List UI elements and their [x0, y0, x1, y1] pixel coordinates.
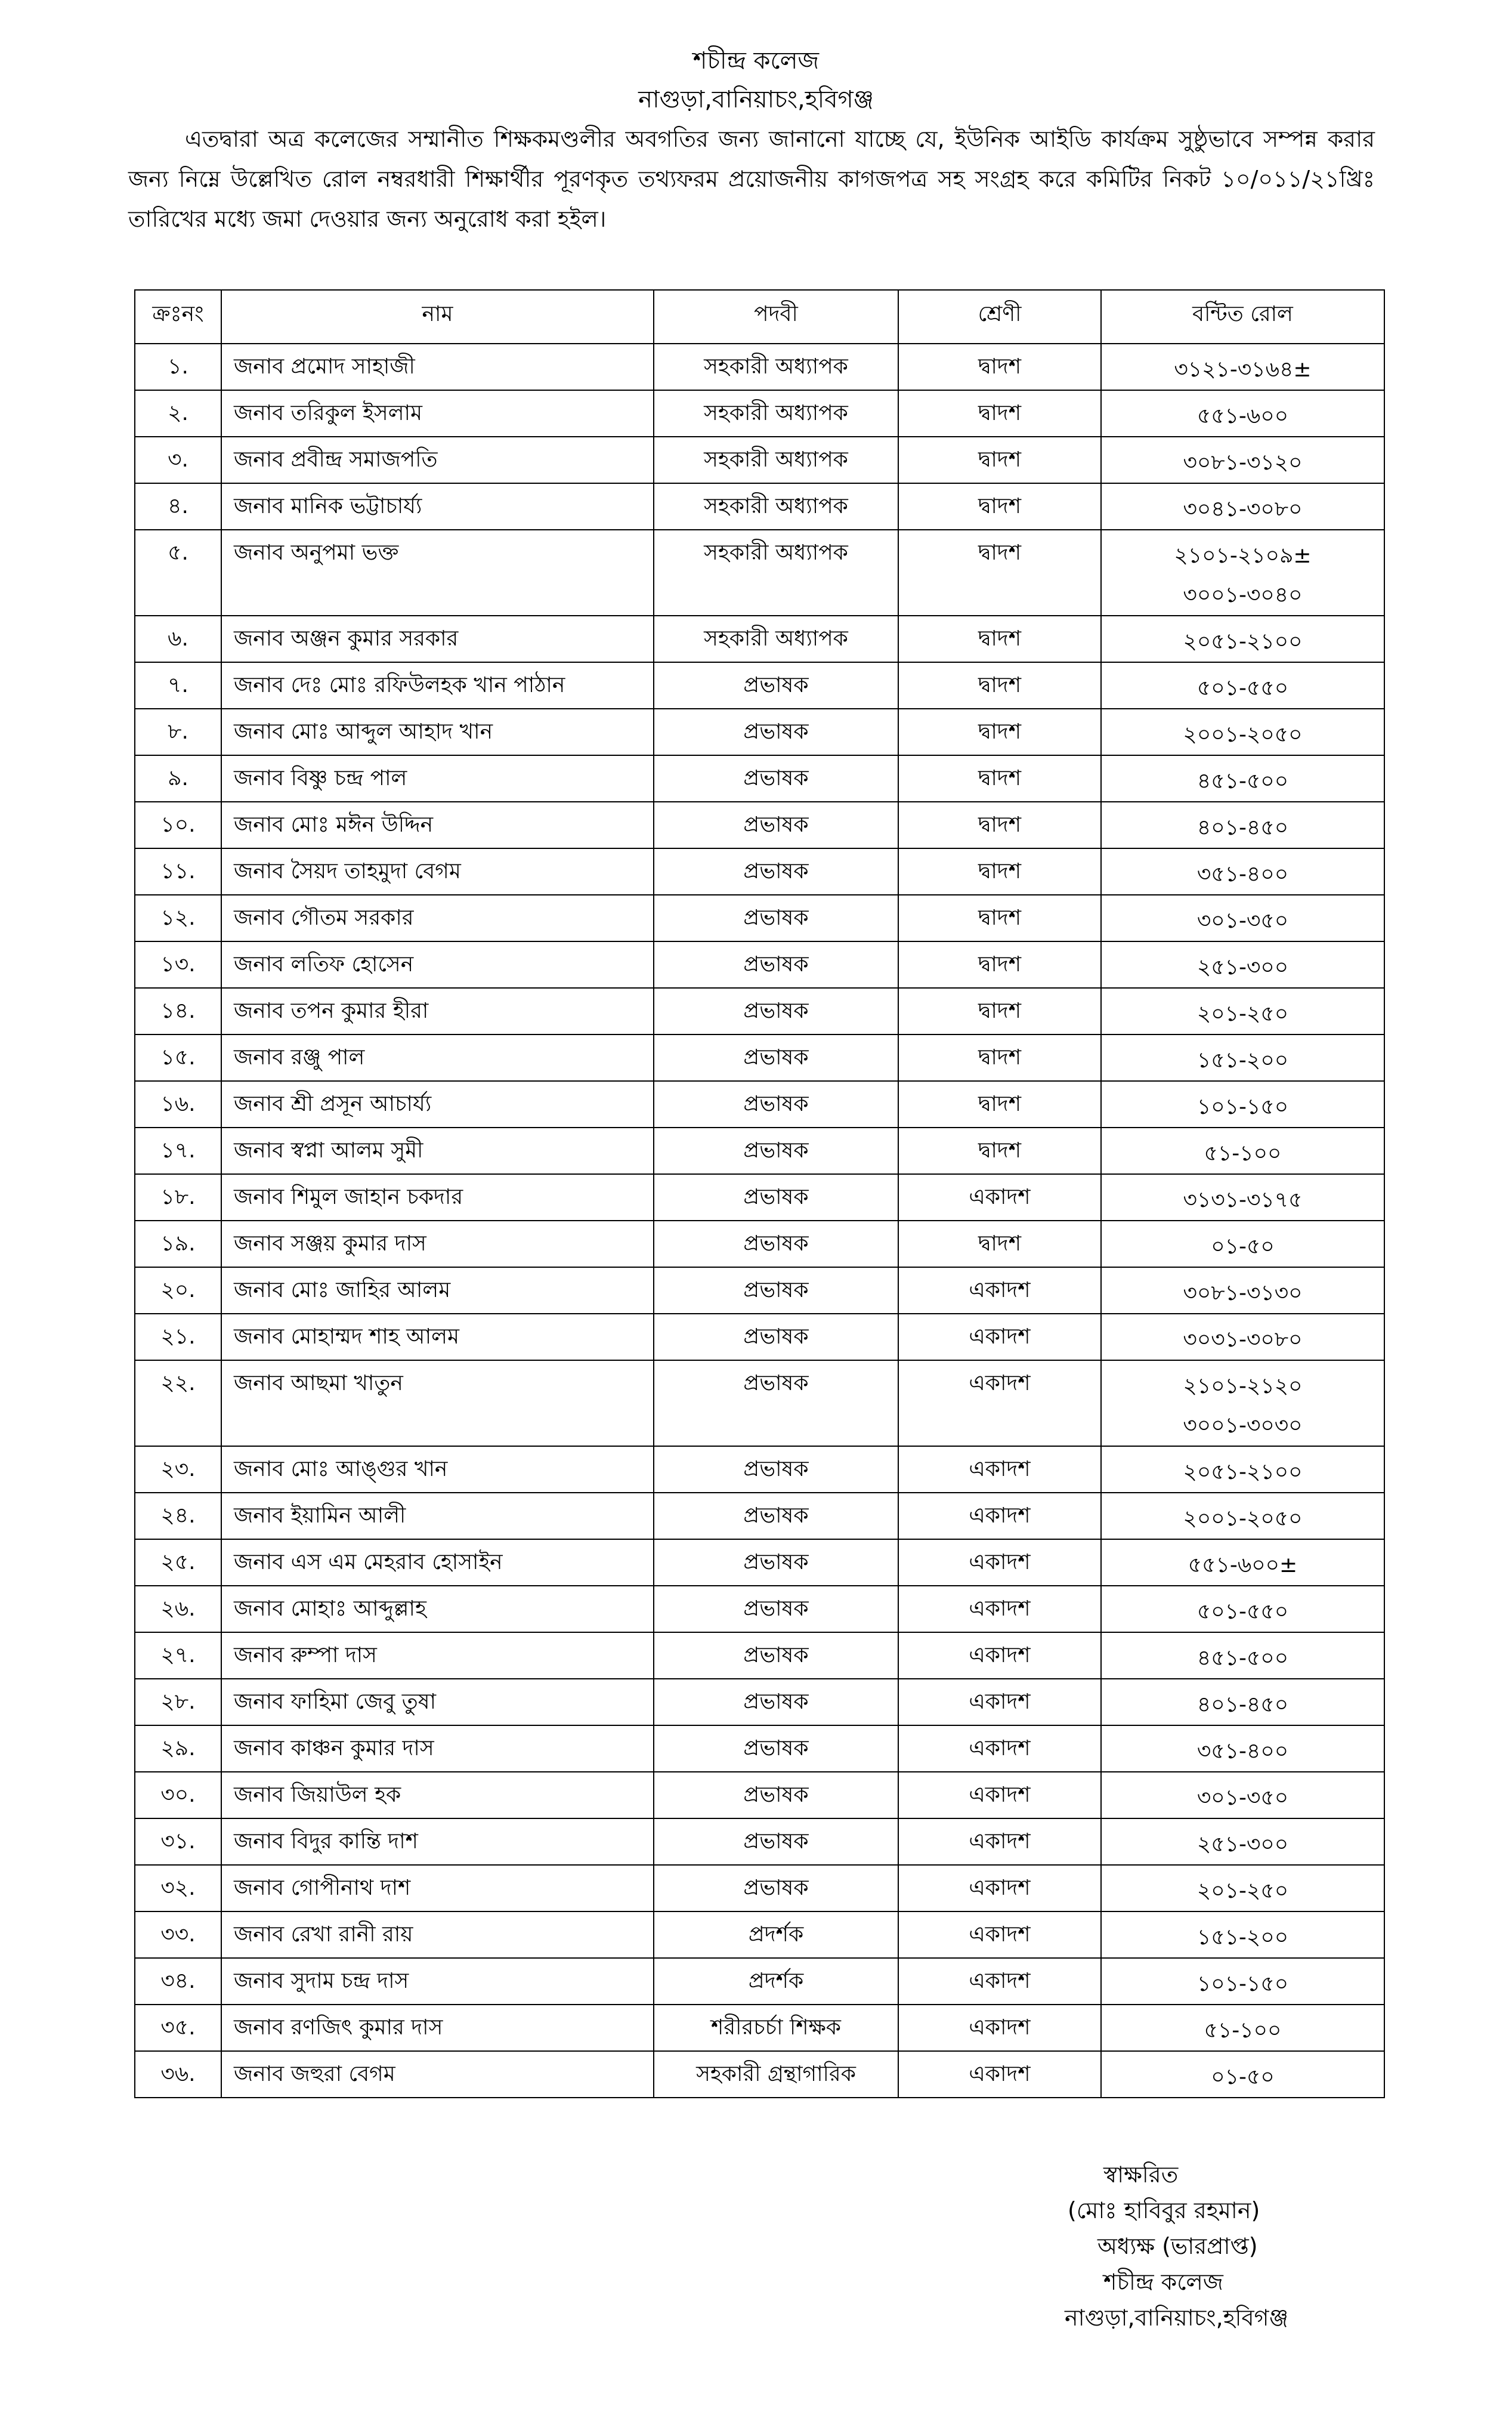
cell-roll: [1101, 1772, 1384, 1818]
cell-serial: ৩১.: [135, 1818, 221, 1865]
cell-serial: ১৬.: [135, 1081, 221, 1128]
cell-serial: ২৩.: [135, 1446, 221, 1493]
table-row: [135, 344, 1384, 390]
cell-designation: সহকারী অধ্যাপক: [654, 616, 898, 662]
roll-range: ২০১-২৫০: [1196, 1002, 1289, 1026]
cell-class: দ্বাদশ: [898, 895, 1101, 941]
cell-serial: ২০.: [135, 1267, 221, 1314]
table-row: [135, 1221, 1384, 1267]
cell-class: একাদশ: [898, 1632, 1101, 1679]
cell-name: জনাব লতিফ হোসেন: [221, 941, 654, 988]
roll-range: ৫১-১০০: [1204, 2018, 1282, 2043]
roll-range: ১৫১-২০০: [1196, 1925, 1289, 1950]
cell-serial: ১৮.: [135, 1174, 221, 1221]
cell-designation: সহকারী অধ্যাপক: [654, 437, 898, 483]
header-designation: পদবী: [654, 290, 898, 344]
cell-serial: ৩৩.: [135, 1911, 221, 1958]
cell-class: দ্বাদশ: [898, 848, 1101, 895]
cell-serial: ২২.: [135, 1360, 221, 1446]
table-row: [135, 2051, 1384, 2098]
cell-roll: [1101, 988, 1384, 1034]
cell-name: জনাব মোহাঃ আব্দুল্লাহ: [221, 1586, 654, 1632]
table-body: [135, 344, 1384, 2098]
roll-range: ২৫১-৩০০: [1196, 1832, 1289, 1857]
cell-class: একাদশ: [898, 1314, 1101, 1360]
header-serial: ক্রঃনং: [135, 290, 221, 344]
table-row: [135, 1034, 1384, 1081]
cell-designation: প্রভাষক: [654, 1865, 898, 1911]
cell-serial: ২৭.: [135, 1632, 221, 1679]
cell-class: দ্বাদশ: [898, 344, 1101, 390]
cell-name: জনাব বিষ্ণু চন্দ্র পাল: [221, 755, 654, 802]
cell-designation: প্রভাষক: [654, 709, 898, 755]
cell-serial: ৯.: [135, 755, 221, 802]
table-row: [135, 848, 1384, 895]
cell-class: একাদশ: [898, 1958, 1101, 2005]
table-row: [135, 1725, 1384, 1772]
cell-class: একাদশ: [898, 1174, 1101, 1221]
roll-range: ৩০৮১-৩১৩০: [1183, 1281, 1303, 1305]
cell-designation: প্রভাষক: [654, 848, 898, 895]
table-row: [135, 530, 1384, 616]
cell-designation: প্রদর্শক: [654, 1958, 898, 2005]
cell-serial: ৩২.: [135, 1865, 221, 1911]
cell-designation: সহকারী অধ্যাপক: [654, 390, 898, 437]
cell-name: জনাব শ্রী প্রসূন আচার্য্য: [221, 1081, 654, 1128]
cell-serial: ১৫.: [135, 1034, 221, 1081]
header-class: শ্রেণী: [898, 290, 1101, 344]
cell-designation: প্রভাষক: [654, 1632, 898, 1679]
signature-college: শচীন্দ্র কলেজ: [1103, 2269, 1223, 2295]
cell-serial: ৩৬.: [135, 2051, 221, 2098]
cell-roll: [1101, 1818, 1384, 1865]
cell-serial: ৬.: [135, 616, 221, 662]
cell-class: দ্বাদশ: [898, 662, 1101, 709]
table-row: [135, 709, 1384, 755]
cell-roll: [1101, 1539, 1384, 1586]
cell-designation: প্রভাষক: [654, 1446, 898, 1493]
cell-serial: ১.: [135, 344, 221, 390]
cell-designation: প্রভাষক: [654, 1267, 898, 1314]
cell-serial: ৩.: [135, 437, 221, 483]
cell-roll: [1101, 709, 1384, 755]
cell-name: জনাব জহুরা বেগম: [221, 2051, 654, 2098]
cell-roll: [1101, 755, 1384, 802]
cell-designation: প্রভাষক: [654, 1314, 898, 1360]
roll-range: ১০১-১৫০: [1196, 1972, 1289, 1996]
cell-serial: ১৭.: [135, 1128, 221, 1174]
cell-roll: [1101, 1911, 1384, 1958]
cell-designation: প্রভাষক: [654, 1725, 898, 1772]
cell-class: দ্বাদশ: [898, 802, 1101, 848]
table-row: [135, 988, 1384, 1034]
cell-class: একাদশ: [898, 1911, 1101, 1958]
cell-roll: [1101, 941, 1384, 988]
cell-class: দ্বাদশ: [898, 709, 1101, 755]
cell-roll: [1101, 390, 1384, 437]
cell-class: একাদশ: [898, 1679, 1101, 1725]
cell-roll: [1101, 802, 1384, 848]
cell-roll: [1101, 662, 1384, 709]
cell-roll: [1101, 1446, 1384, 1493]
cell-class: একাদশ: [898, 1586, 1101, 1632]
cell-designation: প্রভাষক: [654, 1679, 898, 1725]
roll-range: ২৫১-৩০০: [1196, 955, 1289, 980]
cell-serial: ১৯.: [135, 1221, 221, 1267]
cell-name: জনাব সৈয়দ তাহমুদা বেগম: [221, 848, 654, 895]
cell-designation: প্রভাষক: [654, 895, 898, 941]
cell-roll: [1101, 1493, 1384, 1539]
table-row: [135, 1865, 1384, 1911]
cell-class: দ্বাদশ: [898, 530, 1101, 616]
table-row: [135, 1539, 1384, 1586]
cell-designation: সহকারী অধ্যাপক: [654, 483, 898, 530]
cell-roll: [1101, 1267, 1384, 1314]
cell-designation: সহকারী গ্রন্থাগারিক: [654, 2051, 898, 2098]
cell-serial: ২৯.: [135, 1725, 221, 1772]
cell-name: জনাব সুদাম চন্দ্র দাস: [221, 1958, 654, 2005]
cell-serial: ৩৫.: [135, 2005, 221, 2051]
cell-name: জনাব আছমা খাতুন: [221, 1360, 654, 1446]
cell-serial: ২৫.: [135, 1539, 221, 1586]
notice-paragraph: এতদ্বারা অত্র কলেজের সম্মানীত শিক্ষকমণ্ডলীর অবগতির জন্য জানানো যাচ্ছে যে, ইউনিক আইডি কার্যক্রম সুষ্ঠুভাবে সম্পন্ন করার জন্য নিম্নে উল্লেখিত রোল নম্বরধারী শিক্ষার্থীর পূরণকৃত তথ্যফরম প্রয়োজনীয় কাগজপত্র সহ সংগ্রহ করে কমিটির নিকট ১০/০১১/২১খ্রিঃ তারিখের মধ্যে জমা দেওয়ার জন্য অনুরোধ করা হইল।: [128, 126, 1375, 232]
table-row: [135, 1267, 1384, 1314]
cell-roll: [1101, 2005, 1384, 2051]
table-row: [135, 755, 1384, 802]
cell-name: জনাব গৌতম সরকার: [221, 895, 654, 941]
signatory-name: (মোঃ হাবিবুর রহমান): [1068, 2197, 1260, 2223]
cell-designation: প্রভাষক: [654, 1081, 898, 1128]
table-row: [135, 2005, 1384, 2051]
cell-name: জনাব প্রবীন্দ্র সমাজপতি: [221, 437, 654, 483]
table-row: [135, 390, 1384, 437]
cell-class: একাদশ: [898, 1267, 1101, 1314]
cell-name: জনাব এস এম মেহরাব হোসাইন: [221, 1539, 654, 1586]
cell-designation: প্রভাষক: [654, 1034, 898, 1081]
cell-name: জনাব গোপীনাথ দাশ: [221, 1865, 654, 1911]
cell-serial: ২৮.: [135, 1679, 221, 1725]
table-row: [135, 1493, 1384, 1539]
table-row: [135, 1679, 1384, 1725]
table-row: [135, 1081, 1384, 1128]
cell-roll: [1101, 1865, 1384, 1911]
table-row: [135, 1174, 1384, 1221]
cell-designation: প্রভাষক: [654, 1818, 898, 1865]
table-row: [135, 1446, 1384, 1493]
cell-name: জনাব রেখা রানী রায়: [221, 1911, 654, 1958]
header-name: নাম: [221, 290, 654, 344]
roll-range: ৪০১-৪৫০: [1196, 1693, 1289, 1717]
roll-range: ৪৫১-৫০০: [1196, 769, 1289, 793]
cell-name: জনাব স্বপ্না আলম সুমী: [221, 1128, 654, 1174]
roll-range: ২০৫১-২১০০: [1183, 1460, 1303, 1484]
cell-class: দ্বাদশ: [898, 390, 1101, 437]
cell-designation: প্রভাষক: [654, 988, 898, 1034]
cell-serial: ৪.: [135, 483, 221, 530]
roll-range: ২১০১-২১০৯±: [1174, 543, 1312, 568]
roll-range: ৩০৪১-৩০৮০: [1183, 497, 1303, 521]
cell-roll: [1101, 1174, 1384, 1221]
cell-roll: [1101, 1314, 1384, 1360]
cell-designation: প্রভাষক: [654, 1586, 898, 1632]
cell-roll: [1101, 1221, 1384, 1267]
cell-serial: ২.: [135, 390, 221, 437]
cell-serial: ২৬.: [135, 1586, 221, 1632]
cell-designation: প্রভাষক: [654, 1221, 898, 1267]
cell-serial: ২৪.: [135, 1493, 221, 1539]
cell-name: জনাব রণজিৎ কুমার দাস: [221, 2005, 654, 2051]
roll-range: ৫১-১০০: [1204, 1141, 1282, 1166]
table-row: [135, 1911, 1384, 1958]
table-row: [135, 1360, 1384, 1446]
table-row: [135, 941, 1384, 988]
signatory-title: অধ্যক্ষ (ভারপ্রাপ্ত): [1097, 2233, 1258, 2259]
roll-range: ৩০১-৩৫০: [1196, 1786, 1289, 1810]
cell-name: জনাব মানিক ভট্টাচার্য্য: [221, 483, 654, 530]
cell-designation: সহকারী অধ্যাপক: [654, 344, 898, 390]
cell-designation: প্রভাষক: [654, 1128, 898, 1174]
roll-range: ২০৫১-২১০০: [1183, 629, 1303, 654]
roll-range: ৫০১-৫৫০: [1196, 676, 1289, 700]
table-row: [135, 437, 1384, 483]
cell-class: দ্বাদশ: [898, 1221, 1101, 1267]
cell-designation: প্রভাষক: [654, 802, 898, 848]
cell-class: একাদশ: [898, 1493, 1101, 1539]
college-title: শচীন্দ্র কলেজ: [692, 47, 820, 75]
roll-range: ৩৫১-৪০০: [1196, 1739, 1289, 1764]
table-row: [135, 1818, 1384, 1865]
cell-serial: ৩০.: [135, 1772, 221, 1818]
cell-designation: প্রদর্শক: [654, 1911, 898, 1958]
cell-serial: ১১.: [135, 848, 221, 895]
table-row: [135, 616, 1384, 662]
table-row: [135, 1128, 1384, 1174]
cell-roll: [1101, 530, 1384, 616]
cell-class: একাদশ: [898, 1865, 1101, 1911]
cell-class: একাদশ: [898, 1772, 1101, 1818]
roll-range-secondary: ৩০০১-৩০৩০: [1183, 1413, 1303, 1438]
table-row: [135, 1632, 1384, 1679]
roll-range: ২০১-২৫০: [1196, 1879, 1289, 1903]
cell-designation: সহকারী অধ্যাপক: [654, 530, 898, 616]
cell-name: জনাব মোঃ মঈন উদ্দিন: [221, 802, 654, 848]
cell-name: জনাব বিদুর কান্তি দাশ: [221, 1818, 654, 1865]
cell-name: জনাব ফাহিমা জেবু তুষা: [221, 1679, 654, 1725]
cell-roll: [1101, 437, 1384, 483]
cell-serial: ১২.: [135, 895, 221, 941]
signed-label: স্বাক্ষরিত: [1103, 2161, 1179, 2188]
roll-range: ০১-৫০: [1211, 1234, 1275, 1259]
cell-serial: ৩৪.: [135, 1958, 221, 2005]
table-row: [135, 895, 1384, 941]
cell-designation: প্রভাষক: [654, 1360, 898, 1446]
roll-range-secondary: ৩০০১-৩০৪০: [1183, 583, 1303, 607]
cell-roll: [1101, 895, 1384, 941]
roll-range: ৫৫১-৬০০: [1196, 404, 1289, 428]
cell-serial: ৭.: [135, 662, 221, 709]
cell-name: জনাব রুম্পা দাস: [221, 1632, 654, 1679]
table-row: [135, 1586, 1384, 1632]
cell-name: জনাব কাঞ্চন কুমার দাস: [221, 1725, 654, 1772]
roll-range: ৫৫১-৬০০±: [1188, 1553, 1298, 1577]
cell-class: দ্বাদশ: [898, 616, 1101, 662]
assignment-table: [134, 289, 1385, 2098]
cell-class: একাদশ: [898, 1360, 1101, 1446]
roll-range: ১৫১-২০০: [1196, 1048, 1289, 1073]
cell-designation: প্রভাষক: [654, 941, 898, 988]
roll-range: ৩০৮১-৩১২০: [1183, 450, 1303, 475]
signature-block: [1014, 2157, 1372, 2336]
roll-range: ২১০১-২১২০: [1183, 1374, 1303, 1398]
cell-serial: ৫.: [135, 530, 221, 616]
cell-class: দ্বাদশ: [898, 988, 1101, 1034]
college-address: নাগুড়া,বানিয়াচং,হবিগঞ্জ: [638, 86, 874, 113]
cell-name: জনাব মোহাম্মদ শাহ আলম: [221, 1314, 654, 1360]
cell-class: একাদশ: [898, 2005, 1101, 2051]
cell-roll: [1101, 1958, 1384, 2005]
cell-roll: [1101, 1679, 1384, 1725]
cell-name: জনাব রঞ্জু পাল: [221, 1034, 654, 1081]
cell-roll: [1101, 1632, 1384, 1679]
cell-name: জনাব তপন কুমার হীরা: [221, 988, 654, 1034]
cell-name: জনাব অঞ্জন কুমার সরকার: [221, 616, 654, 662]
cell-roll: [1101, 848, 1384, 895]
cell-name: জনাব সঞ্জয় কুমার দাস: [221, 1221, 654, 1267]
cell-class: একাদশ: [898, 2051, 1101, 2098]
cell-name: জনাব জিয়াউল হক: [221, 1772, 654, 1818]
cell-roll: [1101, 344, 1384, 390]
cell-name: জনাব তরিকুল ইসলাম: [221, 390, 654, 437]
roll-range: ২০০১-২০৫০: [1183, 722, 1303, 747]
cell-designation: প্রভাষক: [654, 1493, 898, 1539]
roll-range: ২০০১-২০৫০: [1183, 1506, 1303, 1531]
cell-class: দ্বাদশ: [898, 437, 1101, 483]
cell-designation: প্রভাষক: [654, 1174, 898, 1221]
cell-name: জনাব দেঃ মোঃ রফিউলহক খান পাঠান: [221, 662, 654, 709]
cell-class: দ্বাদশ: [898, 755, 1101, 802]
cell-designation: শরীরচর্চা শিক্ষক: [654, 2005, 898, 2051]
cell-serial: ৮.: [135, 709, 221, 755]
roll-range: ৪৫১-৫০০: [1196, 1646, 1289, 1670]
cell-class: একাদশ: [898, 1818, 1101, 1865]
cell-class: একাদশ: [898, 1446, 1101, 1493]
roll-range: ০১-৫০: [1211, 2065, 1275, 2089]
roll-range: ৩০১-৩৫০: [1196, 909, 1289, 933]
cell-class: দ্বাদশ: [898, 1034, 1101, 1081]
cell-name: জনাব মোঃ জাহির আলম: [221, 1267, 654, 1314]
roll-range: ৩৫১-৪০০: [1196, 862, 1289, 887]
cell-serial: ২১.: [135, 1314, 221, 1360]
table-header-row: [135, 290, 1384, 344]
cell-serial: ১৩.: [135, 941, 221, 988]
header-roll: বন্টিত রোল: [1101, 290, 1384, 344]
cell-designation: প্রভাষক: [654, 755, 898, 802]
cell-serial: ১৪.: [135, 988, 221, 1034]
cell-roll: [1101, 1586, 1384, 1632]
cell-class: একাদশ: [898, 1725, 1101, 1772]
cell-roll: [1101, 1081, 1384, 1128]
table-row: [135, 483, 1384, 530]
cell-roll: [1101, 1360, 1384, 1446]
table-row: [135, 1314, 1384, 1360]
roll-range: ৩১৩১-৩১৭৫: [1183, 1188, 1303, 1212]
cell-roll: [1101, 483, 1384, 530]
cell-name: জনাব অনুপমা ভক্ত: [221, 530, 654, 616]
roll-range: ৩১২১-৩১৬৪±: [1174, 357, 1312, 382]
cell-roll: [1101, 1128, 1384, 1174]
cell-roll: [1101, 1034, 1384, 1081]
roll-range: ৫০১-৫৫০: [1196, 1599, 1289, 1624]
cell-name: জনাব মোঃ আঙ্গুর খান: [221, 1446, 654, 1493]
cell-class: দ্বাদশ: [898, 941, 1101, 988]
cell-serial: ১০.: [135, 802, 221, 848]
cell-class: দ্বাদশ: [898, 1128, 1101, 1174]
roll-range: ৪০১-৪৫০: [1196, 816, 1289, 840]
cell-name: জনাব শিমুল জাহান চকদার: [221, 1174, 654, 1221]
cell-name: জনাব মোঃ আব্দুল আহাদ খান: [221, 709, 654, 755]
roll-range: ৩০৩১-৩০৮০: [1183, 1327, 1303, 1352]
cell-designation: প্রভাষক: [654, 662, 898, 709]
cell-roll: [1101, 1725, 1384, 1772]
table-row: [135, 802, 1384, 848]
cell-roll: [1101, 2051, 1384, 2098]
roll-range: ১০১-১৫০: [1196, 1095, 1289, 1119]
cell-class: একাদশ: [898, 1539, 1101, 1586]
table-row: [135, 1958, 1384, 2005]
signature-address: নাগুড়া,বানিয়াচং,হবিগঞ্জ: [1065, 2305, 1289, 2331]
cell-designation: প্রভাষক: [654, 1772, 898, 1818]
cell-class: দ্বাদশ: [898, 1081, 1101, 1128]
cell-class: দ্বাদশ: [898, 483, 1101, 530]
cell-designation: প্রভাষক: [654, 1539, 898, 1586]
table-row: [135, 662, 1384, 709]
table-row: [135, 1772, 1384, 1818]
cell-name: জনাব ইয়ামিন আলী: [221, 1493, 654, 1539]
cell-name: জনাব প্রমোদ সাহাজী: [221, 344, 654, 390]
cell-roll: [1101, 616, 1384, 662]
